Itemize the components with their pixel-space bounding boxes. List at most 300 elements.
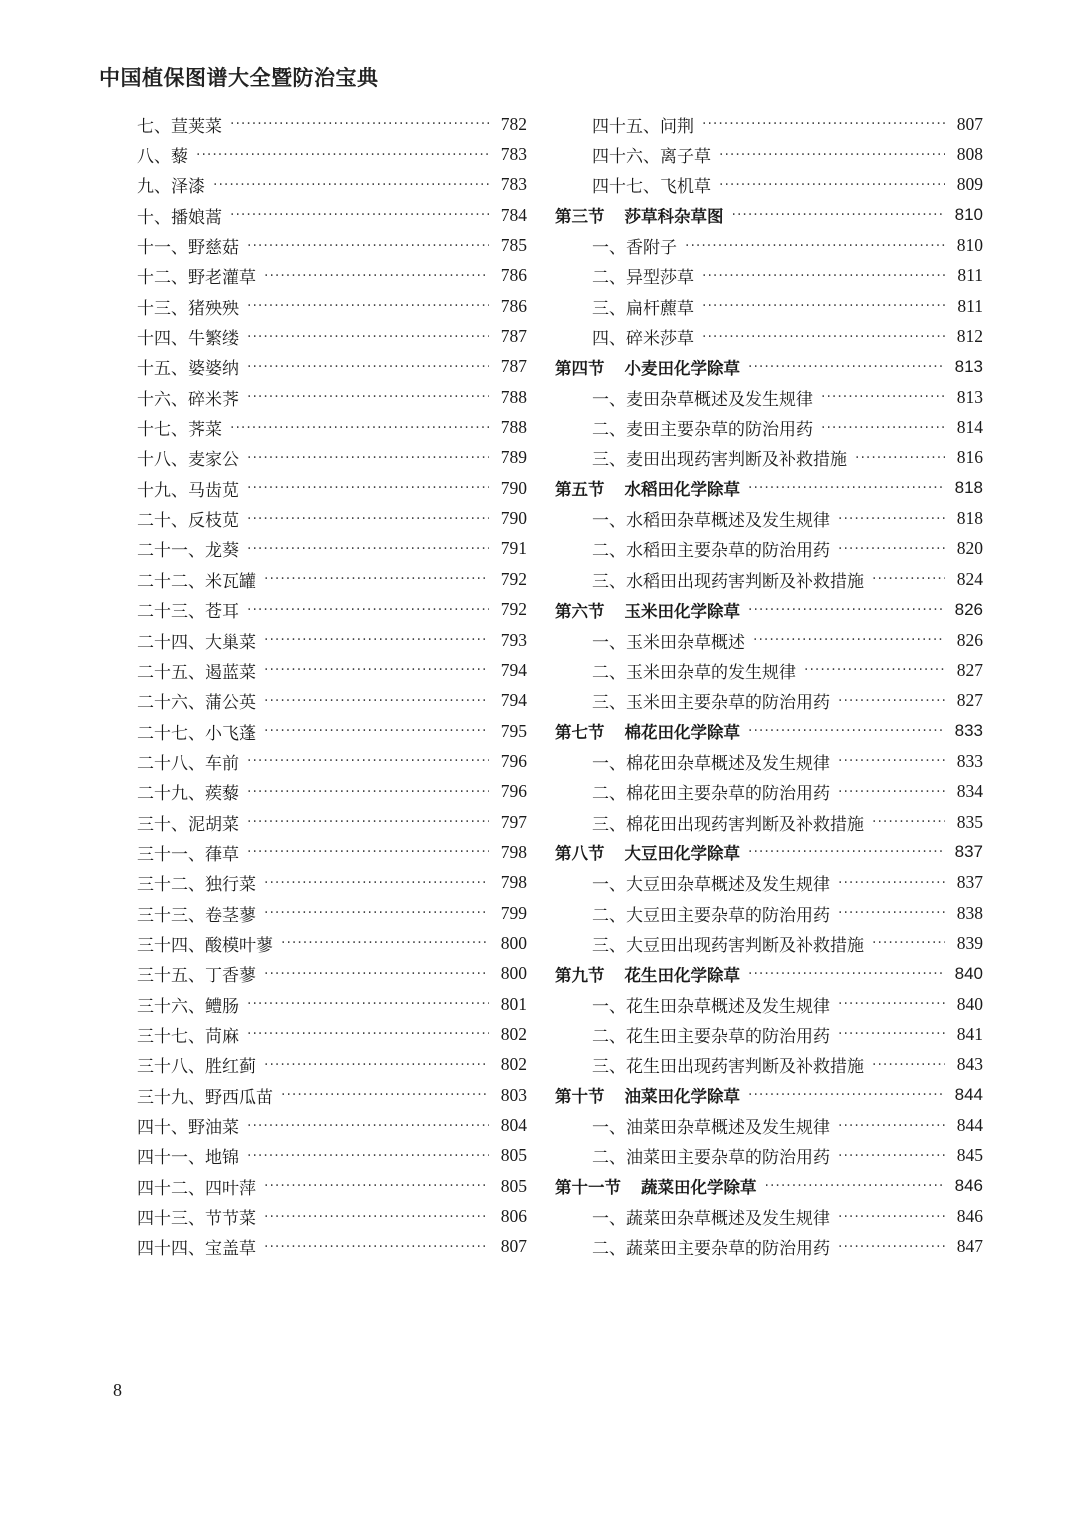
- entry-label: 一、油菜田杂草概述及发生规律: [592, 1118, 830, 1139]
- toc-entry-row[interactable]: [137, 139, 527, 169]
- entry-label: 三十七、苘麻: [137, 1026, 239, 1047]
- entry-label: 八、藜: [137, 147, 188, 168]
- dot-leader: [838, 693, 945, 709]
- dot-leader: [719, 147, 945, 163]
- entry-label: 十二、野老灌草: [137, 268, 256, 289]
- dot-leader: [872, 571, 945, 587]
- page-ref: 801: [500, 993, 527, 1014]
- toc-entry-row[interactable]: [555, 868, 983, 898]
- dot-leader: [247, 541, 489, 557]
- page-ref: 846: [956, 1206, 983, 1227]
- dot-leader: [264, 571, 489, 587]
- toc-section-row[interactable]: [555, 1171, 983, 1201]
- entry-label: 二、异型莎草: [592, 268, 694, 289]
- toc-section-row[interactable]: [555, 959, 983, 989]
- page-ref: 809: [956, 174, 983, 195]
- toc-entry-row[interactable]: [137, 777, 527, 807]
- page-ref: 827: [956, 690, 983, 711]
- page-ref: 827: [956, 659, 983, 680]
- page-ref: 843: [956, 1054, 983, 1075]
- toc-entry-row[interactable]: [137, 170, 527, 200]
- section-title: 花生田化学除草: [624, 965, 740, 985]
- entry-label: 三十二、独行菜: [137, 875, 256, 896]
- section-title: 大豆田化学除草: [624, 844, 740, 864]
- dot-leader: [264, 966, 489, 982]
- dot-leader: [748, 359, 945, 375]
- entry-label: 二十、反枝苋: [137, 511, 239, 532]
- entry-label: 四十四、宝盖草: [137, 1239, 256, 1260]
- toc-entry-row[interactable]: [137, 1232, 527, 1262]
- dot-leader: [247, 784, 489, 800]
- dot-leader: [247, 753, 489, 769]
- page-ref: 794: [500, 659, 527, 680]
- toc-entry-row[interactable]: [555, 989, 983, 1019]
- section-number: 第十节: [555, 1087, 605, 1107]
- section-title: 水稻田化学除草: [624, 480, 740, 500]
- toc-entry-row[interactable]: [137, 807, 527, 837]
- page-ref: 833: [954, 721, 983, 741]
- entry-label: 四、碎米莎草: [592, 329, 694, 350]
- dot-leader: [230, 420, 489, 436]
- toc-entry-row[interactable]: [555, 534, 983, 564]
- entry-label: 二十四、大巢菜: [137, 632, 256, 653]
- dot-leader: [719, 177, 945, 193]
- dot-leader: [196, 147, 489, 163]
- dot-leader: [838, 996, 945, 1012]
- book-title: 中国植保图谱大全暨防治宝典: [99, 66, 379, 90]
- entry-label: 二、大豆田主要杂草的防治用药: [592, 905, 830, 926]
- page-ref: 839: [956, 932, 983, 953]
- dot-leader: [855, 450, 945, 466]
- section-number: 第七节: [555, 723, 605, 743]
- toc-entry-row[interactable]: [555, 261, 983, 291]
- dot-leader: [838, 1026, 945, 1042]
- toc-entry-row[interactable]: [137, 564, 527, 594]
- toc-entry-row[interactable]: [137, 837, 527, 867]
- entry-label: 二、油菜田主要杂草的防治用药: [592, 1148, 830, 1169]
- entry-label: 十七、荠菜: [137, 420, 222, 441]
- toc-entry-row[interactable]: [555, 1110, 983, 1140]
- entry-label: 一、大豆田杂草概述及发生规律: [592, 875, 830, 896]
- entry-label: 一、水稻田杂草概述及发生规律: [592, 511, 830, 532]
- toc-entry-row[interactable]: [555, 777, 983, 807]
- dot-leader: [247, 996, 489, 1012]
- entry-label: 十三、猪殃殃: [137, 298, 239, 319]
- page-ref: 807: [956, 113, 983, 134]
- dot-leader: [748, 966, 945, 982]
- dot-leader: [838, 1118, 945, 1134]
- page-ref: 796: [500, 781, 527, 802]
- section-number: 第十一节: [555, 1178, 621, 1198]
- entry-label: 九、泽漆: [137, 177, 205, 198]
- page-ref: 813: [954, 356, 983, 376]
- toc-entry-row[interactable]: [137, 989, 527, 1019]
- toc-entry-row[interactable]: [555, 625, 983, 655]
- page-ref: 811: [957, 265, 983, 286]
- page-ref: 833: [956, 750, 983, 771]
- dot-leader: [247, 238, 489, 254]
- dot-leader: [247, 602, 489, 618]
- toc-entry-row[interactable]: [555, 686, 983, 716]
- toc-entry-row[interactable]: [137, 1050, 527, 1080]
- dot-leader: [264, 1239, 489, 1255]
- page-ref: 846: [954, 1176, 983, 1196]
- entry-label: 一、蔬菜田杂草概述及发生规律: [592, 1209, 830, 1230]
- entry-label: 二十五、遏蓝菜: [137, 662, 256, 683]
- entry-label: 四十五、问荆: [592, 116, 694, 137]
- entry-label: 三、玉米田主要杂草的防治用药: [592, 693, 830, 714]
- toc-entry-row[interactable]: [137, 443, 527, 473]
- entry-label: 二十九、蒺藜: [137, 784, 239, 805]
- page-ref: 794: [500, 690, 527, 711]
- toc-entry-row[interactable]: [137, 1110, 527, 1140]
- toc-entry-row[interactable]: [137, 625, 527, 655]
- page-ref: 783: [500, 144, 527, 165]
- toc-entry-row[interactable]: [137, 382, 527, 412]
- entry-label: 三十四、酸模叶蓼: [137, 935, 273, 956]
- toc-entry-row[interactable]: [137, 473, 527, 503]
- entry-label: 一、香附子: [592, 238, 677, 259]
- entry-label: 三十一、葎草: [137, 844, 239, 865]
- toc-entry-row[interactable]: [137, 686, 527, 716]
- dot-leader: [247, 298, 489, 314]
- toc-entry-row[interactable]: [137, 1171, 527, 1201]
- page-ref: 805: [500, 1145, 527, 1166]
- toc-entry-row[interactable]: [555, 564, 983, 594]
- dot-leader: [247, 1148, 489, 1164]
- dot-leader: [702, 268, 945, 284]
- section-title: 小麦田化学除草: [624, 358, 740, 378]
- toc-entry-row[interactable]: [555, 746, 983, 776]
- toc-entry-row[interactable]: [137, 1080, 527, 1110]
- entry-label: 四十六、离子草: [592, 147, 711, 168]
- page-ref: 838: [956, 902, 983, 923]
- page-ref: 844: [956, 1115, 983, 1136]
- dot-leader: [872, 935, 945, 951]
- page-ref: 811: [957, 295, 983, 316]
- page-ref: 845: [956, 1145, 983, 1166]
- entry-label: 二、水稻田主要杂草的防治用药: [592, 541, 830, 562]
- page-ref: 787: [500, 326, 527, 347]
- section-title: 油菜田化学除草: [624, 1087, 740, 1107]
- page-ref: 835: [956, 811, 983, 832]
- entry-label: 十九、马齿苋: [137, 480, 239, 501]
- entry-label: 三十五、丁香蓼: [137, 966, 256, 987]
- dot-leader: [281, 1087, 489, 1103]
- toc-entry-row[interactable]: [555, 807, 983, 837]
- toc-entry-row[interactable]: [137, 1201, 527, 1231]
- toc-section-row[interactable]: [555, 837, 983, 867]
- entry-label: 二、玉米田杂草的发生规律: [592, 662, 796, 683]
- toc-entry-row[interactable]: [555, 1201, 983, 1231]
- dot-leader: [247, 359, 489, 375]
- section-title: 棉花田化学除草: [624, 723, 740, 743]
- entry-label: 二十八、车前: [137, 753, 239, 774]
- page-ref: 785: [500, 235, 527, 256]
- section-label: [555, 962, 740, 986]
- entry-label: 三十八、胜红蓟: [137, 1057, 256, 1078]
- section-label: [555, 719, 740, 743]
- dot-leader: [765, 1178, 946, 1194]
- page-ref: 802: [500, 1023, 527, 1044]
- dot-leader: [838, 784, 945, 800]
- toc-section-row[interactable]: [555, 473, 983, 503]
- toc-entry-row[interactable]: [555, 898, 983, 928]
- dot-leader: [264, 905, 489, 921]
- dot-leader: [838, 1209, 945, 1225]
- section-title: 玉米田化学除草: [624, 601, 740, 621]
- page-ref: 795: [500, 720, 527, 741]
- dot-leader: [838, 541, 945, 557]
- dot-leader: [748, 602, 945, 618]
- toc-section-row[interactable]: [555, 1080, 983, 1110]
- toc-entry-row[interactable]: [137, 534, 527, 564]
- page-ref: 812: [956, 326, 983, 347]
- entry-label: 十、播娘蒿: [137, 207, 222, 228]
- page-ref: 791: [500, 538, 527, 559]
- entry-label: 三十九、野西瓜苗: [137, 1087, 273, 1108]
- section-label: [555, 1174, 757, 1198]
- toc-right-column: [555, 109, 983, 1262]
- page-ref: 790: [500, 508, 527, 529]
- page-ref: 805: [500, 1175, 527, 1196]
- page-ref: 810: [954, 205, 983, 225]
- entry-label: 一、花生田杂草概述及发生规律: [592, 996, 830, 1017]
- dot-leader: [748, 480, 945, 496]
- section-label: [555, 476, 740, 500]
- page-ref: 789: [500, 447, 527, 468]
- toc-entry-row[interactable]: [137, 898, 527, 928]
- dot-leader: [213, 177, 489, 193]
- page-ref: 784: [500, 204, 527, 225]
- section-number: 第四节: [555, 358, 605, 378]
- section-number: 第六节: [555, 601, 605, 621]
- dot-leader: [281, 935, 489, 951]
- dot-leader: [838, 1148, 945, 1164]
- toc-entry-row[interactable]: [137, 746, 527, 776]
- dot-leader: [821, 420, 945, 436]
- entry-label: 十五、婆婆纳: [137, 359, 239, 380]
- page-ref: 816: [956, 447, 983, 468]
- dot-leader: [264, 693, 489, 709]
- entry-label: 一、麦田杂草概述及发生规律: [592, 389, 813, 410]
- page-ref: 788: [500, 417, 527, 438]
- entry-label: 三、大豆田出现药害判断及补救措施: [592, 935, 864, 956]
- page-ref: 790: [500, 477, 527, 498]
- dot-leader: [838, 875, 945, 891]
- page-ref: 800: [500, 932, 527, 953]
- entry-label: 二十一、龙葵: [137, 541, 239, 562]
- toc-entry-row[interactable]: [555, 412, 983, 442]
- dot-leader: [247, 814, 489, 830]
- page-ref: 814: [956, 417, 983, 438]
- page-ref: 806: [500, 1206, 527, 1227]
- toc-entry-row[interactable]: [555, 139, 983, 169]
- page-ref: 840: [954, 963, 983, 983]
- dot-leader: [838, 753, 945, 769]
- entry-label: 三十三、卷茎蓼: [137, 905, 256, 926]
- toc-section-row[interactable]: [555, 352, 983, 382]
- section-label: [555, 598, 740, 622]
- page-ref: 798: [500, 841, 527, 862]
- toc-entry-row[interactable]: [555, 1141, 983, 1171]
- section-number: 第九节: [555, 965, 605, 985]
- toc-entry-row[interactable]: [137, 412, 527, 442]
- dot-leader: [821, 389, 945, 405]
- dot-leader: [753, 632, 945, 648]
- dot-leader: [264, 1209, 489, 1225]
- toc-entry-row[interactable]: [137, 352, 527, 382]
- dot-leader: [264, 1057, 489, 1073]
- page-ref: 800: [500, 963, 527, 984]
- page-ref: 788: [500, 386, 527, 407]
- toc-entry-row[interactable]: [137, 655, 527, 685]
- page-ref: 847: [956, 1236, 983, 1257]
- toc-entry-row[interactable]: [137, 291, 527, 321]
- dot-leader: [264, 632, 489, 648]
- page-ref: 826: [956, 629, 983, 650]
- entry-label: 二、麦田主要杂草的防治用药: [592, 420, 813, 441]
- entry-label: 三、水稻田出现药害判断及补救措施: [592, 571, 864, 592]
- toc-section-row[interactable]: [555, 200, 983, 230]
- dot-leader: [264, 1178, 489, 1194]
- toc-entry-row[interactable]: [137, 1019, 527, 1049]
- dot-leader: [247, 1026, 489, 1042]
- page-ref: 799: [500, 902, 527, 923]
- page-ref: 786: [500, 265, 527, 286]
- toc-entry-row[interactable]: [137, 503, 527, 533]
- toc-entry-row[interactable]: [555, 503, 983, 533]
- dot-leader: [804, 662, 945, 678]
- toc-left-column: [137, 109, 527, 1262]
- dot-leader: [748, 1087, 945, 1103]
- toc-entry-row[interactable]: [137, 261, 527, 291]
- page-ref: 786: [500, 295, 527, 316]
- entry-label: 四十、野油菜: [137, 1118, 239, 1139]
- entry-label: 四十三、节节菜: [137, 1209, 256, 1230]
- entry-label: 三、扁杆藨草: [592, 298, 694, 319]
- entry-label: 二十六、蒲公英: [137, 693, 256, 714]
- page-number: 8: [113, 1380, 122, 1400]
- page-ref: 810: [956, 235, 983, 256]
- dot-leader: [247, 480, 489, 496]
- toc-entry-row[interactable]: [555, 230, 983, 260]
- dot-leader: [748, 723, 945, 739]
- toc-entry-row[interactable]: [555, 382, 983, 412]
- page-ref: 793: [500, 629, 527, 650]
- entry-label: 二十三、苍耳: [137, 602, 239, 623]
- entry-label: 七、荁荚菜: [137, 116, 222, 137]
- dot-leader: [732, 207, 946, 223]
- dot-leader: [247, 1118, 489, 1134]
- toc-entry-row[interactable]: [137, 959, 527, 989]
- toc-entry-row[interactable]: [137, 109, 527, 139]
- dot-leader: [247, 511, 489, 527]
- dot-leader: [872, 1057, 945, 1073]
- toc-entry-row[interactable]: [137, 868, 527, 898]
- entry-label: 二十七、小飞蓬: [137, 723, 256, 744]
- toc-entry-row[interactable]: [137, 1141, 527, 1171]
- dot-leader: [264, 875, 489, 891]
- page-ref: 818: [956, 508, 983, 529]
- dot-leader: [247, 450, 489, 466]
- toc-entry-row[interactable]: [555, 443, 983, 473]
- toc-entry-row[interactable]: [137, 230, 527, 260]
- entry-label: 四十二、四叶萍: [137, 1178, 256, 1199]
- entry-label: 三、麦田出现药害判断及补救措施: [592, 450, 847, 471]
- page-ref: 820: [956, 538, 983, 559]
- entry-label: 十八、麦家公: [137, 450, 239, 471]
- toc-entry-row[interactable]: [555, 291, 983, 321]
- toc-entry-row[interactable]: [137, 595, 527, 625]
- section-title: 蔬菜田化学除草: [641, 1178, 757, 1198]
- entry-label: 四十七、飞机草: [592, 177, 711, 198]
- entry-label: 四十一、地锦: [137, 1148, 239, 1169]
- toc-entry-row[interactable]: [137, 928, 527, 958]
- entry-label: 三十六、鳢肠: [137, 996, 239, 1017]
- dot-leader: [264, 662, 489, 678]
- dot-leader: [872, 814, 945, 830]
- entry-label: 十一、野慈菇: [137, 238, 239, 259]
- toc-entry-row[interactable]: [555, 928, 983, 958]
- toc-entry-row[interactable]: [555, 170, 983, 200]
- entry-label: 三十、泥胡菜: [137, 814, 239, 835]
- page-ref: 844: [954, 1085, 983, 1105]
- page-ref: 802: [500, 1054, 527, 1075]
- toc-section-row[interactable]: [555, 595, 983, 625]
- dot-leader: [838, 1239, 945, 1255]
- page-ref: 824: [956, 568, 983, 589]
- toc-section-row[interactable]: [555, 716, 983, 746]
- page-ref: 837: [956, 872, 983, 893]
- page-ref: 804: [500, 1115, 527, 1136]
- page-ref: 807: [500, 1236, 527, 1257]
- dot-leader: [264, 268, 489, 284]
- section-title: 莎草科杂草图: [624, 207, 724, 227]
- toc-entry-row[interactable]: [137, 200, 527, 230]
- toc-entry-row[interactable]: [555, 109, 983, 139]
- toc-entry-row[interactable]: [555, 1019, 983, 1049]
- page-ref: 808: [956, 144, 983, 165]
- toc-entry-row[interactable]: [555, 1050, 983, 1080]
- entry-label: 十四、牛繁缕: [137, 329, 239, 350]
- entry-label: 二、棉花田主要杂草的防治用药: [592, 784, 830, 805]
- dot-leader: [838, 511, 945, 527]
- page-ref: 796: [500, 750, 527, 771]
- page-ref: 792: [500, 599, 527, 620]
- entry-label: 二、花生田主要杂草的防治用药: [592, 1026, 830, 1047]
- entry-label: 一、玉米田杂草概述: [592, 632, 745, 653]
- page-ref: 837: [954, 842, 983, 862]
- page-ref: 826: [954, 599, 983, 619]
- page-ref: 834: [956, 781, 983, 802]
- toc-entry-row[interactable]: [555, 1232, 983, 1262]
- entry-label: 十六、碎米荠: [137, 389, 239, 410]
- entry-label: 三、花生田出现药害判断及补救措施: [592, 1057, 864, 1078]
- page-ref: 787: [500, 356, 527, 377]
- dot-leader: [264, 723, 489, 739]
- page-ref: 813: [956, 386, 983, 407]
- dot-leader: [748, 844, 945, 860]
- toc-entry-row[interactable]: [555, 655, 983, 685]
- toc-entry-row[interactable]: [137, 716, 527, 746]
- page-ref: 783: [500, 174, 527, 195]
- toc-entry-row[interactable]: [555, 321, 983, 351]
- section-label: [555, 203, 724, 227]
- page-ref: 792: [500, 568, 527, 589]
- toc-entry-row[interactable]: [137, 321, 527, 351]
- entry-label: 一、棉花田杂草概述及发生规律: [592, 753, 830, 774]
